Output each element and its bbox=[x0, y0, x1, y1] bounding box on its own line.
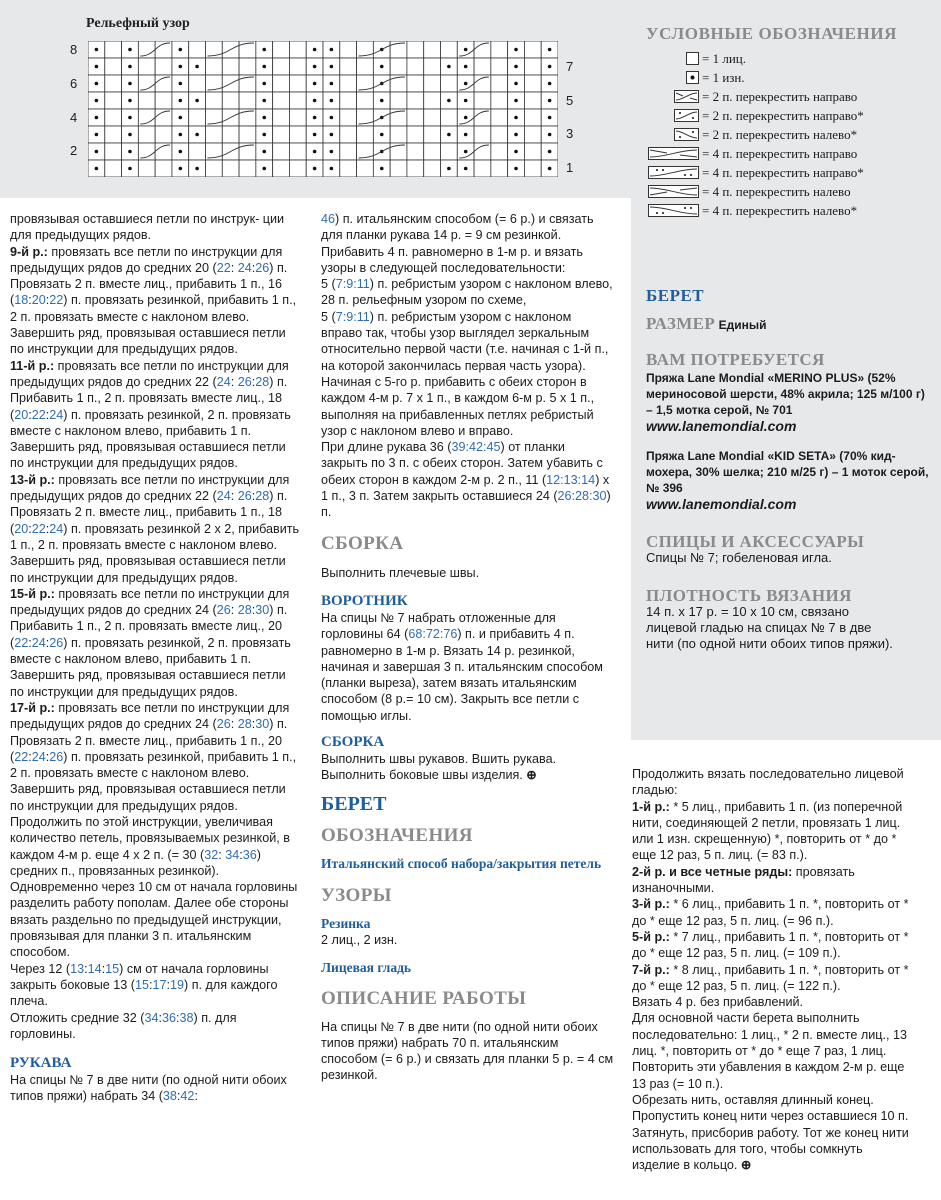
chart-cell bbox=[474, 160, 491, 177]
chart-cell bbox=[239, 58, 256, 75]
c1-row-9: 9-й р.: провязать все петли по инструкции для предыдущих рядов до средних 20 (22: 24:26) п. Провязать 2 п. вместе лиц., прибавить 1 п., 16 (18:20:22) п. провязать резинкой, прибавить 1 п., 2 п. провязать вместе с наклоном влево. Завершить ряд, провязывая оставшиеся петли по инструкции для предыдущих рядов. bbox=[10, 244, 297, 357]
purl-dot bbox=[179, 150, 183, 154]
purl-dot bbox=[330, 99, 334, 103]
chart-cell bbox=[273, 41, 290, 58]
chart-cell bbox=[189, 109, 206, 126]
c1-shoulders: Через 12 (13:14:15) см от начала горловины закрыть боковые 13 (15:17:19) п. для каждого плеча. bbox=[10, 961, 278, 1009]
purl-dot bbox=[548, 167, 552, 171]
knit-symbol-icon bbox=[686, 52, 699, 65]
chart-cell bbox=[390, 160, 407, 177]
c2-sequence-2: 5 (7:9:11) п. ребристым узором с наклоном вправо так, чтобы узор выглядел зеркальным относительно первой части (т.е. начиная с 1-й п., на которой закончилась первая часть узора). bbox=[321, 309, 609, 373]
chart-cell bbox=[289, 75, 306, 92]
purl-dot bbox=[128, 65, 132, 69]
chart-cell bbox=[138, 92, 155, 109]
cross-2-right-icon bbox=[674, 90, 699, 103]
chart-cell bbox=[424, 143, 441, 160]
purl-dot bbox=[262, 82, 266, 86]
chart-cell bbox=[155, 160, 172, 177]
chart-cell bbox=[491, 143, 508, 160]
c1-row-17: 17-й р.: провязать все петли по инструкции для предыдущих рядов до средних 24 (26: 28:30) п. Провязать 2 п. вместе лиц., прибавить 1 п., 20 (22:24:26) п. провязать резинкой, прибавить 1 п., 2 п. провязать вместе с наклоном влево. Завершить ряд, провязывая оставшиеся петли по инструкции для предыдущих рядов. bbox=[10, 700, 297, 813]
purl-dot bbox=[95, 167, 99, 171]
chart-cell bbox=[273, 75, 290, 92]
chart-cell bbox=[340, 126, 357, 143]
c3-row-2: 2-й р. и все четные ряды: провязать изнаночными. bbox=[632, 864, 855, 896]
collar-text: На спицы № 7 набрать отложенные для горловины 64 (68:72:76) п. и прибавить 4 п. равномерно в 1-м р. Вязать 14 р. резинкой, начиная и завершая 3 п. итальянским способом (планки выреза), затем вязать итальянским способом (8 р.= 10 см). Закрыть все петли с помощью иглы. bbox=[321, 610, 603, 723]
chart-cell bbox=[138, 58, 155, 75]
row-number-4: 4 bbox=[70, 110, 78, 125]
gauge-title: ПЛОТНОСТЬ ВЯЗАНИЯ bbox=[646, 586, 852, 605]
chart-cell bbox=[424, 109, 441, 126]
c1-split: Одновременно через 10 см от начала горловины разделить работу пополам. Далее обе стороны вязать раздельно по предыдущей инструкции, провязывая для планки 3 п. итальянским способом. bbox=[10, 880, 298, 960]
purl-dot bbox=[313, 48, 317, 52]
assembly-text: Выполнить плечевые швы. bbox=[321, 565, 480, 580]
purl-dot bbox=[464, 133, 468, 137]
chart-cell bbox=[474, 92, 491, 109]
purl-dot bbox=[95, 65, 99, 69]
purl-dot bbox=[262, 99, 266, 103]
gauge-text: 14 п. х 17 р. = 10 х 10 см, связано лицевой гладью на спицах № 7 в две нити (по одной нити обоих типов пряжи). bbox=[646, 604, 893, 651]
purl-dot bbox=[313, 65, 317, 69]
chart-cell bbox=[138, 160, 155, 177]
purl-dot bbox=[179, 116, 183, 120]
chart-cell bbox=[441, 143, 458, 160]
purl-dot bbox=[514, 133, 518, 137]
chart-cell bbox=[273, 92, 290, 109]
assembly2-text: Выполнить швы рукавов. Вшить рукава. Выполнить боковые швы изделия. ⊕ bbox=[321, 752, 557, 783]
chart-cell bbox=[491, 75, 508, 92]
cross-4-right-star-icon bbox=[648, 166, 699, 179]
purl-dot bbox=[447, 65, 451, 69]
chart-cell bbox=[239, 126, 256, 143]
size-value: Единый bbox=[718, 318, 767, 332]
legend-cross-2-right-star: = 2 п. перекрестить направо* bbox=[646, 107, 936, 126]
chart-cell bbox=[390, 92, 407, 109]
chart-cell bbox=[189, 143, 206, 160]
chart-cell bbox=[340, 92, 357, 109]
c1-continue-increase: Продолжить по этой инструкции, увеличивая количество петель, провязываемых резинкой, в каждом 4-м р. еще 4 х 2 п. (= 30 (32: 34:36) средних п., провязанных резинкой). bbox=[10, 814, 290, 878]
legend-purl: = 1 изн. bbox=[646, 69, 936, 88]
legend-knit: = 1 лиц. bbox=[646, 50, 936, 69]
row-number-2: 2 bbox=[70, 143, 78, 158]
chart-title: Рельефный узор bbox=[86, 16, 190, 31]
chart-cell bbox=[273, 58, 290, 75]
knitting-chart-grid bbox=[88, 41, 558, 177]
chart-cell bbox=[424, 75, 441, 92]
chart-cell bbox=[524, 143, 541, 160]
column-2 bbox=[321, 211, 614, 1084]
purl-dot bbox=[179, 133, 183, 137]
chart-cell bbox=[491, 58, 508, 75]
yarn-1-url[interactable]: www.lanemondial.com bbox=[646, 418, 797, 434]
chart-cell bbox=[390, 58, 407, 75]
purl-dot bbox=[380, 65, 384, 69]
purl-dot bbox=[128, 150, 132, 154]
purl-dot bbox=[380, 133, 384, 137]
purl-dot bbox=[514, 82, 518, 86]
purl-dot bbox=[548, 99, 552, 103]
c1-continuation: провязывая оставшиеся петли по инструк- ции для предыдущих рядов. bbox=[10, 212, 285, 243]
chart-cell bbox=[491, 41, 508, 58]
chart-cell bbox=[407, 75, 424, 92]
c3-decrease: Для основной части берета выполнить последовательно: 1 лиц., * 2 п. вместе лиц., 13 лиц. *, повторить от * до * еще 7 раз, 1 лиц. bbox=[632, 1011, 907, 1059]
chart-cell bbox=[155, 126, 172, 143]
chart-cell bbox=[424, 58, 441, 75]
purl-dot bbox=[330, 150, 334, 154]
chart-cell bbox=[273, 126, 290, 143]
end-mark-icon: ⊕ bbox=[740, 1158, 752, 1173]
legend-cross-4-right-star: = 4 п. перекрестить направо* bbox=[646, 164, 936, 183]
assembly-title: СБОРКА bbox=[321, 532, 404, 554]
chart-cell bbox=[441, 41, 458, 58]
row-number-8: 8 bbox=[70, 42, 78, 57]
cross-2-left-star-icon bbox=[674, 128, 699, 141]
legend bbox=[646, 24, 936, 221]
chart-cell bbox=[441, 109, 458, 126]
purl-dot bbox=[548, 116, 552, 120]
c2-sleeve-cap: При длине рукава 36 (39:42:45) от планки закрыть по 3 п. с обеих сторон. Затем убавить с обеих сторон в каждом 2-м р. 2 п., 11 (12:13:14) х 1 п., 3 п. Затем закрыть оставшиеся 24 (26:28:30) п. bbox=[321, 440, 611, 520]
purl-dot bbox=[447, 99, 451, 103]
chart-cell bbox=[357, 160, 374, 177]
chart-cell bbox=[206, 126, 223, 143]
purl-dot bbox=[548, 82, 552, 86]
purl-dot bbox=[128, 48, 132, 52]
c3-intro: Продолжить вязать последовательно лицевой гладью: bbox=[632, 767, 904, 798]
materials-title: ВАМ ПОТРЕБУЕТСЯ bbox=[646, 350, 825, 369]
purl-dot bbox=[548, 48, 552, 52]
chart-cell bbox=[340, 109, 357, 126]
purl-dot bbox=[179, 82, 183, 86]
chart-cell bbox=[105, 109, 122, 126]
chart-cell bbox=[289, 58, 306, 75]
c3-repeat: Повторить эти убавления в каждом 2-м р. еще 13 раз (= 10 п.). bbox=[632, 1060, 905, 1091]
work-title: ОПИСАНИЕ РАБОТЫ bbox=[321, 987, 527, 1009]
chart-cell bbox=[357, 92, 374, 109]
legend-cross-4-left-star: = 4 п. перекрестить налево* bbox=[646, 202, 936, 221]
chart-cell bbox=[524, 75, 541, 92]
purl-dot bbox=[313, 116, 317, 120]
chart-cell bbox=[206, 160, 223, 177]
purl-dot bbox=[195, 99, 199, 103]
purl-dot bbox=[95, 133, 99, 137]
purl-dot bbox=[330, 65, 334, 69]
purl-dot bbox=[95, 82, 99, 86]
needles-title: СПИЦЫ И АКСЕССУАРЫ bbox=[646, 532, 865, 551]
purl-dot bbox=[262, 150, 266, 154]
chart-cell bbox=[289, 109, 306, 126]
purl-dot bbox=[95, 48, 99, 52]
purl-dot bbox=[514, 65, 518, 69]
c2-sequence-1: 5 (7:9:11) п. ребристым узором с наклоном влево, 28 п. рельефным узором по схеме, bbox=[321, 277, 613, 308]
purl-dot bbox=[313, 133, 317, 137]
purl-dot bbox=[330, 82, 334, 86]
patterns-title: УЗОРЫ bbox=[321, 884, 392, 906]
cross-4-left-star-icon bbox=[648, 204, 699, 217]
purl-dot bbox=[548, 150, 552, 154]
purl-dot bbox=[313, 150, 317, 154]
yarn-2-url[interactable]: www.lanemondial.com bbox=[646, 496, 797, 512]
c1-neckline: Отложить средние 32 (34:36:38) п. для горловины. bbox=[10, 1010, 237, 1041]
rib-text: 2 лиц., 2 изн. bbox=[321, 932, 398, 947]
purl-dot bbox=[128, 99, 132, 103]
purl-dot bbox=[548, 65, 552, 69]
chart-cell bbox=[407, 109, 424, 126]
purl-dot bbox=[330, 167, 334, 171]
purl-dot bbox=[195, 65, 199, 69]
c2-row-5: Начиная с 5-го р. прибавить с обеих сторон в каждом 4-м р. 7 х 1 п., в каждом 6-м р. 5 х 1 п., выполняя на прибавленных петлях ребристый узор с наклоном влево и вправо. bbox=[321, 374, 595, 438]
work-text: На спицы № 7 в две нити (по одной нити обоих типов пряжи) набрать 70 п. итальянским способом (= 6 р.) и связать для планки 5 р. = 4 см резинкой. bbox=[321, 1019, 614, 1083]
chart-cell bbox=[239, 160, 256, 177]
purl-dot bbox=[464, 99, 468, 103]
chart-cell bbox=[105, 143, 122, 160]
purl-dot bbox=[313, 82, 317, 86]
purl-dot bbox=[380, 167, 384, 171]
collar-title: ВОРОТНИК bbox=[321, 592, 408, 609]
c3-plain-rows: Вязать 4 р. без прибавлений. bbox=[632, 995, 804, 1010]
purl-dot bbox=[179, 167, 183, 171]
size-label: РАЗМЕР bbox=[646, 314, 716, 333]
cross-4-right-icon bbox=[648, 147, 699, 160]
c1-row-11: 11-й р.: провязать все петли по инструкции для предыдущих рядов до средних 22 (24: 26:28) п. Прибавить 1 п., 2 п. провязать вместе лиц., 18 (20:22:24) п. провязать резинкой, 2 п. провязать вместе с наклоном влево, прибавить 1 п. Завершить ряд, провязывая оставшиеся петли по инструкции для предыдущих рядов. bbox=[10, 358, 291, 471]
purl-dot bbox=[195, 167, 199, 171]
purl-dot bbox=[447, 133, 451, 137]
purl-dot bbox=[262, 116, 266, 120]
chart-cell bbox=[222, 92, 239, 109]
column-1 bbox=[10, 211, 300, 1105]
purl-dot bbox=[179, 48, 183, 52]
chart-cell bbox=[340, 58, 357, 75]
chart-cell bbox=[491, 109, 508, 126]
chart-cell bbox=[424, 41, 441, 58]
beret-title: БЕРЕТ bbox=[321, 792, 387, 815]
purl-dot bbox=[330, 116, 334, 120]
chart-cell bbox=[474, 126, 491, 143]
chart-cell bbox=[189, 41, 206, 58]
legend-cross-2-right: = 2 п. перекрестить направо bbox=[646, 88, 936, 107]
purl-dot bbox=[128, 133, 132, 137]
chart-cell bbox=[273, 160, 290, 177]
chart-cell bbox=[407, 58, 424, 75]
chart-cell bbox=[189, 75, 206, 92]
chart-cell bbox=[206, 92, 223, 109]
yarn-2: Пряжа Lane Mondial «KID SETA» (70% кид-мохера, 30% шелка; 210 м/25 г) – 1 моток серой, № 396 bbox=[646, 449, 929, 495]
chart-cell bbox=[407, 160, 424, 177]
chart-cell bbox=[390, 126, 407, 143]
purl-symbol-icon bbox=[686, 71, 699, 84]
chart-cell bbox=[105, 92, 122, 109]
c3-row-3: 3-й р.: * 6 лиц., прибавить 1 п. *, повторить от * до * еще 12 раз, 5 п. лиц. (= 96 п.). bbox=[632, 897, 909, 928]
chart-cell bbox=[491, 126, 508, 143]
column-3 bbox=[632, 766, 912, 1173]
purl-dot bbox=[464, 116, 468, 120]
chart-cell bbox=[357, 58, 374, 75]
purl-dot bbox=[464, 65, 468, 69]
chart-cell bbox=[289, 41, 306, 58]
chart-cell bbox=[407, 143, 424, 160]
purl-dot bbox=[262, 48, 266, 52]
purl-dot bbox=[179, 99, 183, 103]
legend-cross-4-right: = 4 п. перекрестить направо bbox=[646, 145, 936, 164]
chart-cell bbox=[491, 160, 508, 177]
chart-cell bbox=[206, 58, 223, 75]
purl-dot bbox=[464, 167, 468, 171]
chart-cell bbox=[407, 126, 424, 143]
italian-method-title: Итальянский способ набора/закрытия петель bbox=[321, 855, 602, 871]
chart-cell bbox=[105, 41, 122, 58]
chart-cell bbox=[105, 126, 122, 143]
chart-cell bbox=[340, 41, 357, 58]
info-beret-title: БЕРЕТ bbox=[646, 286, 705, 305]
c3-finish: Обрезать нить, оставляя длинный конец. Пропустить конец нити через оставшиеся 10 п. Затянуть, присборив работу. Тот же конец нити использовать для того, чтобы сомкнуть изделие в кольцо. ⊕ bbox=[632, 1092, 909, 1173]
purl-dot bbox=[179, 65, 183, 69]
chart-cell bbox=[155, 92, 172, 109]
chart-cell bbox=[340, 160, 357, 177]
chart-cell bbox=[524, 160, 541, 177]
purl-dot bbox=[330, 48, 334, 52]
purl-dot bbox=[95, 150, 99, 154]
assembly2-title: СБОРКА bbox=[321, 734, 385, 751]
chart-cell bbox=[491, 92, 508, 109]
row-number-7: 7 bbox=[566, 59, 574, 74]
purl-dot bbox=[464, 150, 468, 154]
purl-dot bbox=[514, 150, 518, 154]
c1-row-15: 15-й р.: провязать все петли по инструкции для предыдущих рядов до средних 24 (26: 28:30) п. Прибавить 1 п., 2 п. провязать вместе лиц., 20 (22:24:26) п. провязать резинкой, 2 п. провязать вместе с наклоном влево, прибавить 1 п. Завершить ряд, провязывая оставшиеся петли по инструкции для предыдущих рядов. bbox=[10, 586, 291, 699]
chart-cell bbox=[273, 143, 290, 160]
purl-dot bbox=[95, 116, 99, 120]
c1-row-13: 13-й р.: провязать все петли по инструкции для предыдущих рядов до средних 22 (24: 26:28) п. Провязать 2 п. вместе лиц., прибавить 1 п., 18 (20:22:24) п. провязать резинкой 2 х 2, прибавить 1 п., 2 п. провязать вместе с наклоном влево. Завершить ряд, провязывая оставшиеся петли по инструкции для предыдущих рядов. bbox=[10, 472, 300, 585]
chart-cell bbox=[357, 126, 374, 143]
purl-dot bbox=[514, 48, 518, 52]
chart-cell bbox=[289, 92, 306, 109]
chart-cell bbox=[273, 109, 290, 126]
c1-sleeves-start: На спицы № 7 в две нити (по одной нити обоих типов пряжи) набрать 34 (38:42: bbox=[10, 1073, 287, 1104]
cross-2-right-star-icon bbox=[674, 109, 699, 122]
chart-cell bbox=[441, 75, 458, 92]
chart-cell bbox=[424, 160, 441, 177]
c2-sleeve-band: 46) п. итальянским способом (= 6 р.) и связать для планки рукава 14 р. = 9 см резинкой. bbox=[321, 212, 594, 243]
purl-dot bbox=[262, 167, 266, 171]
rib-title: Резинка bbox=[321, 915, 371, 931]
info-box bbox=[646, 288, 931, 652]
purl-dot bbox=[262, 133, 266, 137]
purl-dot bbox=[313, 167, 317, 171]
c3-row-5: 5-й р.: * 7 лиц., прибавить 1 п. *, повторить от * до * еще 12 раз, 5 п. лиц. (= 109 п.). bbox=[632, 929, 909, 961]
purl-dot bbox=[313, 99, 317, 103]
end-mark-icon: ⊕ bbox=[526, 768, 537, 783]
purl-dot bbox=[548, 133, 552, 137]
chart-cell bbox=[340, 75, 357, 92]
row-number-6: 6 bbox=[70, 76, 78, 91]
purl-dot bbox=[514, 167, 518, 171]
chart-cell bbox=[222, 126, 239, 143]
chart-cell bbox=[474, 58, 491, 75]
chart-cell bbox=[239, 92, 256, 109]
purl-dot bbox=[380, 99, 384, 103]
purl-dot bbox=[514, 116, 518, 120]
chart-cell bbox=[289, 143, 306, 160]
purl-dot bbox=[128, 167, 132, 171]
purl-dot bbox=[447, 167, 451, 171]
chart-cell bbox=[340, 143, 357, 160]
c3-row-1: 1-й р.: * 5 лиц., прибавить 1 п. (из поперечной нити, соединяющей 2 петли, провязать 1 лиц. или 1 изн. скрещенную) *, повторить от * до * еще 12 раз, 5 п. лиц. (= 83 п.). bbox=[632, 799, 903, 863]
chart-cell bbox=[407, 41, 424, 58]
c3-row-7: 7-й р.: * 8 лиц., прибавить 1 п. *, повторить от * до * еще 12 раз, 5 п. лиц. (= 122 п.). bbox=[632, 962, 909, 993]
sleeves-title: РУКАВА bbox=[10, 1055, 72, 1072]
notation-title: ОБОЗНАЧЕНИЯ bbox=[321, 824, 473, 846]
chart-cell bbox=[424, 92, 441, 109]
row-number-3: 3 bbox=[566, 126, 574, 141]
cross-4-left-icon bbox=[648, 185, 699, 198]
size-row bbox=[646, 316, 931, 333]
row-number-5: 5 bbox=[566, 93, 574, 108]
legend-title: УСЛОВНЫЕ ОБОЗНАЧЕНИЯ bbox=[646, 24, 898, 43]
purl-dot bbox=[514, 99, 518, 103]
chart-cell bbox=[524, 126, 541, 143]
chart-cell bbox=[105, 58, 122, 75]
legend-cross-4-left: = 4 п. перекрестить налево bbox=[646, 183, 936, 202]
purl-dot bbox=[330, 133, 334, 137]
purl-dot bbox=[464, 48, 468, 52]
purl-dot bbox=[95, 99, 99, 103]
chart-cell bbox=[407, 92, 424, 109]
chart-cell bbox=[524, 109, 541, 126]
chart-cell bbox=[222, 160, 239, 177]
purl-dot bbox=[464, 82, 468, 86]
purl-dot bbox=[262, 65, 266, 69]
chart-cell bbox=[105, 160, 122, 177]
row-number-1: 1 bbox=[566, 160, 574, 175]
chart-cell bbox=[138, 126, 155, 143]
chart-cell bbox=[222, 58, 239, 75]
chart-cell bbox=[524, 58, 541, 75]
chart-cell bbox=[155, 58, 172, 75]
chart-cell bbox=[289, 126, 306, 143]
chart-cell bbox=[424, 126, 441, 143]
chart-cell bbox=[105, 75, 122, 92]
needles-text: Спицы № 7; гобеленовая игла. bbox=[646, 550, 832, 565]
purl-dot bbox=[128, 82, 132, 86]
chart-cell bbox=[524, 41, 541, 58]
chart-cell bbox=[289, 160, 306, 177]
purl-dot bbox=[128, 116, 132, 120]
yarn-1: Пряжа Lane Mondial «MERINO PLUS» (52% мериносовой шерсти, 48% акрила; 125 м/100 г) – 1,5 мотка серой, № 701 bbox=[646, 371, 925, 417]
stockinette-title: Лицевая гладь bbox=[321, 960, 412, 976]
c2-increase: Прибавить 4 п. равномерно в 1-м р. и вязать узоры в следующей последовательности: bbox=[321, 244, 583, 275]
purl-dot bbox=[195, 133, 199, 137]
legend-cross-2-left-star: = 2 п. перекрестить налево* bbox=[646, 126, 936, 145]
chart-cell bbox=[524, 92, 541, 109]
